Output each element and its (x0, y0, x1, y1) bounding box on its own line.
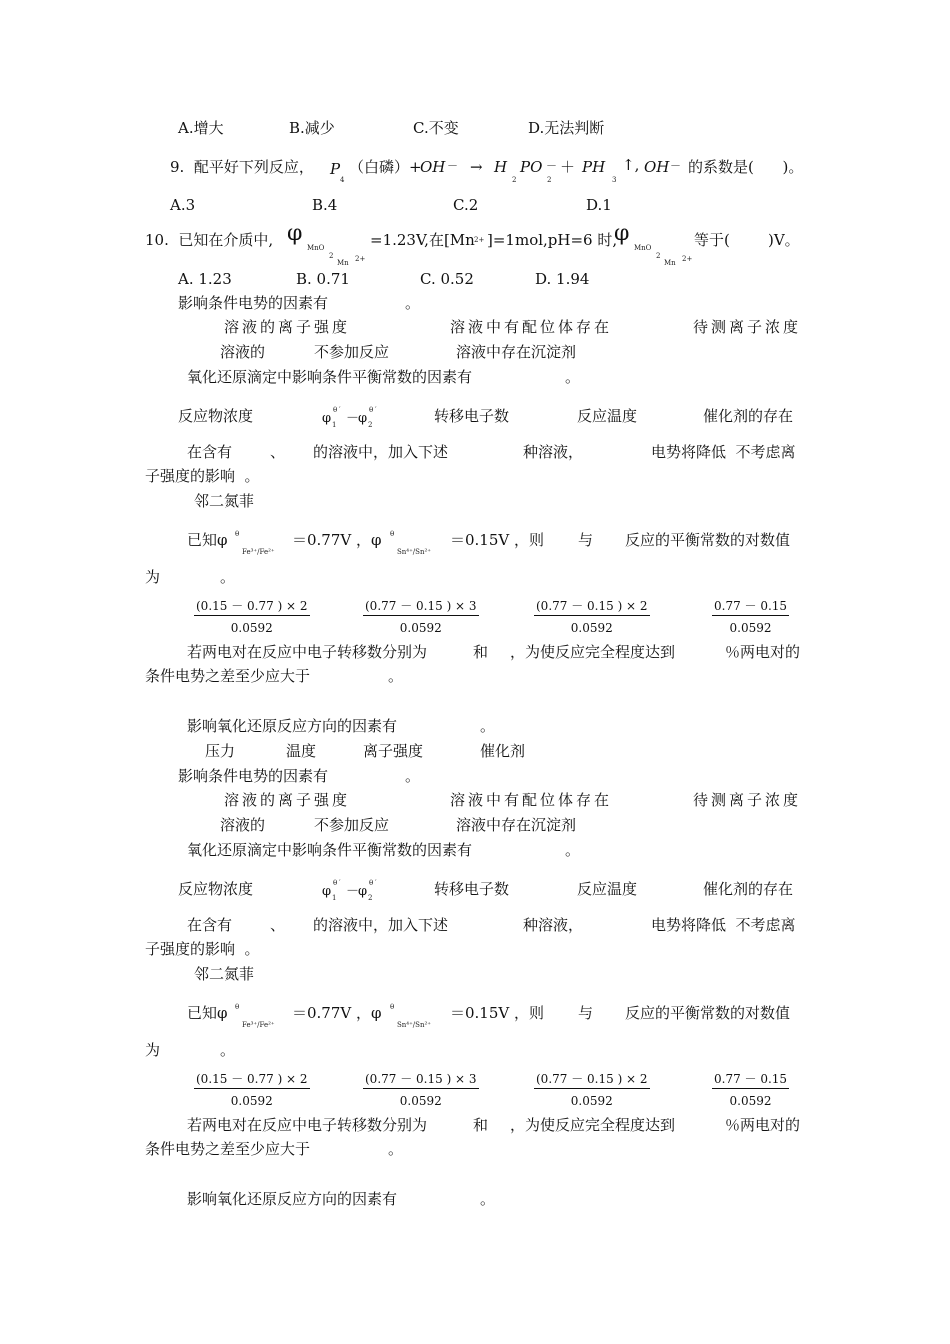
fraction-d-2: $\frac{0.77 - 0.15}{0.0592}$ (714, 1072, 788, 1108)
fraction-a: $\frac{(0.15 - 0.77 ) \times 2}{0.0592}$ (196, 599, 308, 635)
q8-option-b: B.减少 (289, 119, 335, 137)
q10-sub-2p-2: 2+ (682, 255, 693, 263)
known-and-2: 与 (578, 1004, 594, 1022)
contain-1: 在含有 (187, 443, 233, 461)
contain-2: 、 (270, 443, 286, 461)
contain-2-2: 、 (270, 916, 286, 934)
q10-phi-symbol-2: φ (614, 221, 630, 246)
q10-option-b: B. 0.71 (296, 270, 350, 288)
two-pairs-period: 。 (388, 667, 404, 685)
known-period: 。 (220, 568, 236, 586)
q9-sub2b: 2 (547, 176, 552, 184)
redox-minus: － (346, 411, 360, 426)
influence-opt-2: 溶液中有配位体存在 (450, 318, 613, 336)
influence-period-2: 。 (405, 767, 421, 785)
known-1: 已知φ (187, 531, 228, 549)
fraction-c: $\frac{(0.77 - 0.15 ) \times 2}{0.0592}$ (536, 599, 648, 635)
q10-sub-mn: Mn (337, 259, 349, 267)
q9-po: PO (520, 158, 543, 176)
redox-opt-1: 反应物浓度 (178, 407, 254, 425)
known-1-2: 已知φ (187, 1004, 228, 1022)
redox-opt-3: 反应温度 (577, 407, 638, 425)
q9-sub3: 3 (612, 176, 617, 184)
phen: 邻二氮菲 (194, 492, 255, 510)
q10-sub-mno-2: MnO (634, 244, 652, 252)
redox-sub2-2: 2 (368, 894, 373, 902)
q9-option-d: D.1 (586, 196, 612, 214)
q10-sub-mno: MnO (307, 244, 325, 252)
redox-sub1: 1 (332, 421, 337, 429)
contain-line2-2: 子强度的影响 。 (145, 940, 260, 958)
fraction-b: $\frac{(0.77 - 0.15 ) \times 3}{0.0592}$ (365, 599, 477, 635)
q8-option-a: A.增大 (178, 119, 224, 137)
q8-option-d: D.无法判断 (528, 119, 605, 137)
q10-phi-symbol: φ (287, 221, 303, 246)
q10-tail: 等于( )V。 (694, 231, 800, 249)
redox-theta-1: θ (333, 406, 338, 414)
known-val-1-2: ＝0.77V ，φ (292, 1004, 382, 1022)
known-and: 与 (578, 531, 594, 549)
redox-prime-2-2: ′ (375, 879, 377, 887)
fraction-b-2: $\frac{(0.77 - 0.15 ) \times 3}{0.0592}$ (365, 1072, 477, 1108)
q10-option-d: D. 1.94 (535, 270, 590, 288)
q10-mid: =1.23V,在[Mn (370, 231, 475, 249)
contain-4: 种溶液， (523, 443, 584, 461)
redox-prime-2: ′ (375, 406, 377, 414)
redox-theta-2-2: θ (369, 879, 374, 887)
known-val-1: ＝0.77V ，φ (292, 531, 382, 549)
q9-p: P (330, 160, 341, 178)
q9-arrow: → (470, 158, 483, 176)
fraction-a-2: $\frac{(0.15 - 0.77 ) \times 2}{0.0592}$ (196, 1072, 308, 1108)
q8-option-c: C.不变 (413, 119, 459, 137)
q9-stem: 9. 配平好下列反应， (170, 158, 314, 176)
influence-opt-5-2: 不参加反应 (314, 816, 390, 834)
known-sub-sn: Sn⁴⁺/Sn²⁺ (397, 548, 431, 556)
influence-opt-3: 待测离子浓度 (693, 318, 802, 336)
redox-sub2: 2 (368, 421, 373, 429)
known-sub-fe-2: Fe³⁺/Fe²⁺ (242, 1021, 275, 1029)
influence-opt-3-2: 待测离子浓度 (693, 791, 802, 809)
influence-opt-6: 溶液中存在沉淀剂 (456, 343, 577, 361)
two-pairs-line2-2: 条件电势之差至少应大于 (145, 1140, 311, 1158)
contain-5: 电势将降低 不考虑离 (651, 443, 796, 461)
q10-mn-charge: 2+ (474, 236, 485, 244)
two-pairs-3: ，为使反应完全程度达到 (510, 643, 676, 661)
two-pairs-line2: 条件电势之差至少应大于 (145, 667, 311, 685)
direction-period-2: 。 (480, 1190, 496, 1208)
q9-oh: OH (420, 158, 446, 176)
influence-title-2: 影响条件电势的因素有 (178, 767, 329, 785)
contain-4-2: 种溶液， (523, 916, 584, 934)
q9-ph: PH (582, 158, 606, 176)
q9-sub2a: 2 (512, 176, 517, 184)
redox-title-2: 氧化还原滴定中影响条件平衡常数的因素有 (187, 841, 473, 859)
redox-prime-1: ′ (339, 406, 341, 414)
known-tail-2: 反应的平衡常数的对数值 (625, 1004, 791, 1022)
known-wei-2: 为 (145, 1041, 161, 1059)
known-wei: 为 (145, 568, 161, 586)
q9-plus: ＋ (560, 158, 576, 176)
redox-opt-4: 催化剂的存在 (703, 407, 794, 425)
q9-minus3: － (670, 159, 681, 172)
direction-title: 影响氧化还原反应方向的因素有 (187, 717, 398, 735)
q10-sub-2p: 2+ (355, 255, 366, 263)
influence-opt-1: 溶液的离子强度 (224, 318, 351, 336)
contain-3: 的溶液中，加入下述 (313, 443, 449, 461)
q9-oh2: OH (644, 158, 670, 176)
q9-minus: － (447, 159, 458, 172)
contain-3-2: 的溶液中，加入下述 (313, 916, 449, 934)
q10-option-a: A. 1.23 (178, 270, 232, 288)
two-pairs-2-2: 和 (473, 1116, 489, 1134)
redox-opt-2-2: 转移电子数 (434, 880, 510, 898)
known-theta-2: θ (390, 530, 395, 538)
known-val-2: ＝0.15V ，则 (450, 531, 544, 549)
two-pairs-2: 和 (473, 643, 489, 661)
influence-opt-1-2: 溶液的离子强度 (224, 791, 351, 809)
redox-theta-1-2: θ (333, 879, 338, 887)
influence-opt-4-2: 溶液的 (220, 816, 266, 834)
contain-line2: 子强度的影响 。 (145, 467, 260, 485)
q9-h: H (494, 158, 508, 176)
known-tail: 反应的平衡常数的对数值 (625, 531, 791, 549)
known-sub-fe: Fe³⁺/Fe²⁺ (242, 548, 275, 556)
known-sub-sn-2: Sn⁴⁺/Sn²⁺ (397, 1021, 431, 1029)
redox-period: 。 (565, 368, 581, 386)
redox-theta-2: θ (369, 406, 374, 414)
redox-prime-1-2: ′ (339, 879, 341, 887)
q10-after: ]=1mol,pH=6 时, (487, 231, 618, 249)
known-period-2: 。 (220, 1041, 236, 1059)
known-theta-1-2: θ (235, 1003, 240, 1011)
dir-opt-3: 离子强度 (363, 742, 424, 760)
q9-bailin: （白磷）+ (349, 158, 422, 176)
dir-opt-2: 温度 (286, 742, 317, 760)
q9-option-a: A.3 (170, 196, 196, 214)
fraction-c-2: $\frac{(0.77 - 0.15 ) \times 2}{0.0592}$ (536, 1072, 648, 1108)
q9-up: ↑, (622, 156, 640, 174)
known-val-2-2: ＝0.15V ，则 (450, 1004, 544, 1022)
direction-title-2: 影响氧化还原反应方向的因素有 (187, 1190, 398, 1208)
influence-opt-6-2: 溶液中存在沉淀剂 (456, 816, 577, 834)
q10-option-c: C. 0.52 (420, 270, 474, 288)
two-pairs-1-2: 若两电对在反应中电子转移数分别为 (187, 1116, 428, 1134)
q9-option-c: C.2 (453, 196, 479, 214)
two-pairs-4: ％两电对的 (725, 643, 801, 661)
contain-5-2: 电势将降低 不考虑离 (651, 916, 796, 934)
q10-sub-2: 2 (329, 252, 334, 260)
influence-title: 影响条件电势的因素有 (178, 294, 329, 312)
q9-sub4: 4 (340, 176, 345, 184)
q9-minus2: － (546, 159, 557, 172)
fraction-d: $\frac{0.77 - 0.15}{0.0592}$ (714, 599, 788, 635)
dir-opt-1: 压力 (205, 742, 236, 760)
redox-title: 氧化还原滴定中影响条件平衡常数的因素有 (187, 368, 473, 386)
redox-period-2: 。 (565, 841, 581, 859)
known-theta-1: θ (235, 530, 240, 538)
dir-opt-4: 催化剂 (480, 742, 526, 760)
redox-opt-4-2: 催化剂的存在 (703, 880, 794, 898)
known-theta-2-2: θ (390, 1003, 395, 1011)
q9-tail: 的系数是( )。 (688, 158, 804, 176)
q9-option-b: B.4 (312, 196, 338, 214)
two-pairs-4-2: ％两电对的 (725, 1116, 801, 1134)
two-pairs-period-2: 。 (388, 1140, 404, 1158)
direction-period: 。 (480, 717, 496, 735)
q10-stem: 10. 已知在介质中, (145, 231, 274, 249)
phen-2: 邻二氮菲 (194, 965, 255, 983)
influence-opt-4: 溶液的 (220, 343, 266, 361)
redox-phi-1: φ (322, 411, 332, 426)
redox-minus-2: － (346, 884, 360, 899)
redox-sub1-2: 1 (332, 894, 337, 902)
influence-opt-2-2: 溶液中有配位体存在 (450, 791, 613, 809)
influence-period: 。 (405, 294, 421, 312)
redox-opt-1-2: 反应物浓度 (178, 880, 254, 898)
contain-1-2: 在含有 (187, 916, 233, 934)
influence-opt-5: 不参加反应 (314, 343, 390, 361)
q10-sub-mn-2: Mn (664, 259, 676, 267)
two-pairs-1: 若两电对在反应中电子转移数分别为 (187, 643, 428, 661)
redox-opt-3-2: 反应温度 (577, 880, 638, 898)
q10-sub-2-2: 2 (656, 252, 661, 260)
two-pairs-3-2: ，为使反应完全程度达到 (510, 1116, 676, 1134)
redox-phi-2-2: φ (358, 884, 368, 899)
redox-phi-1-2: φ (322, 884, 332, 899)
redox-opt-2: 转移电子数 (434, 407, 510, 425)
redox-phi-2: φ (358, 411, 368, 426)
